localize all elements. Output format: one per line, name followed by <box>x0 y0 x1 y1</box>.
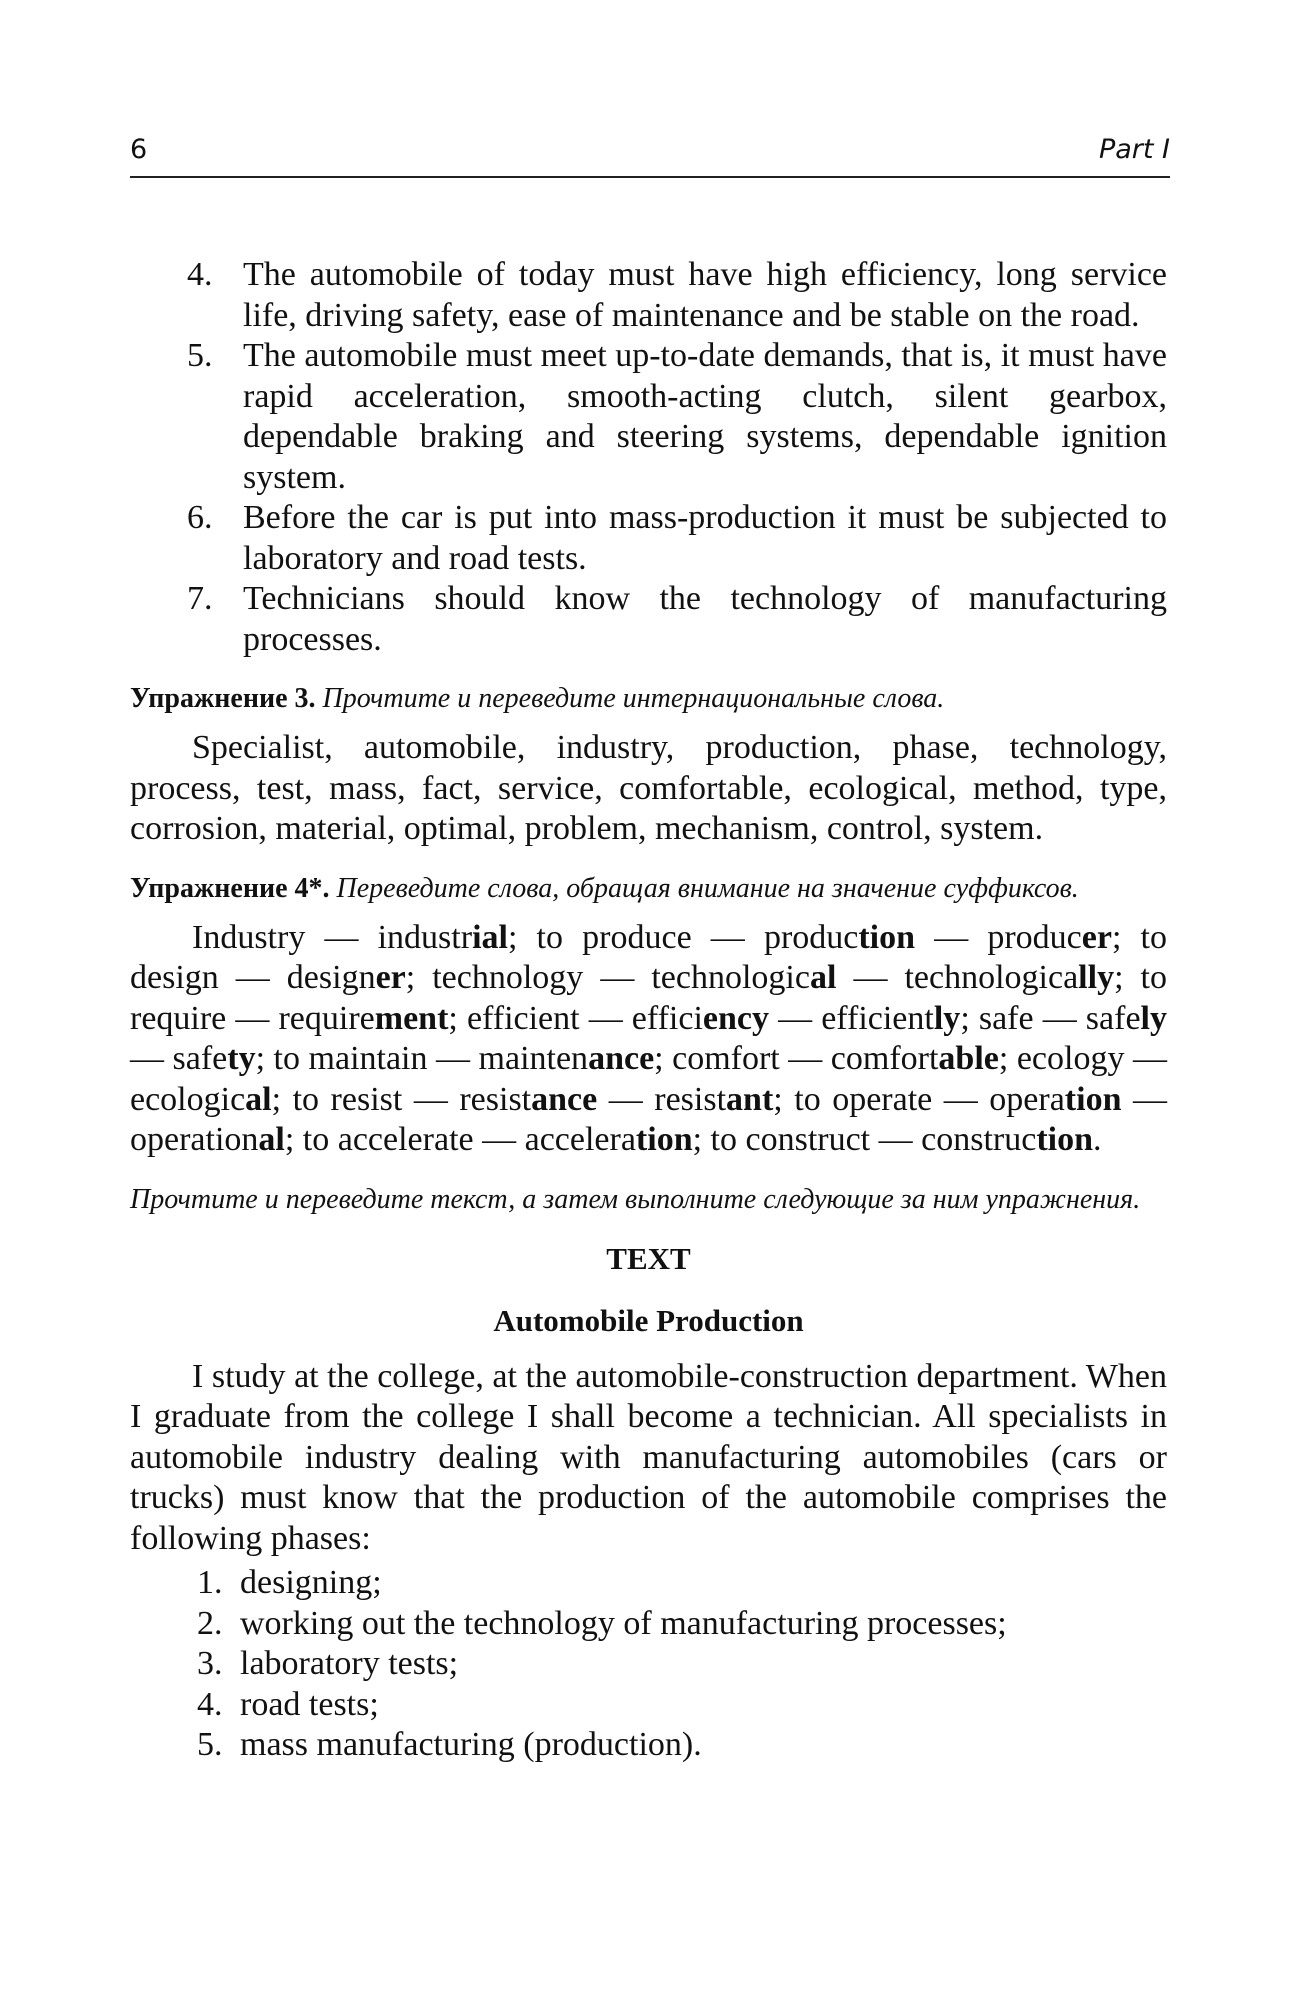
list-item <box>130 336 1167 498</box>
item-number: 3. <box>197 1645 223 1682</box>
item-text: Before the car is put into mass-production it must be subjected to laboratory and road tests. <box>243 499 1167 577</box>
article-title: Automobile Production <box>493 1302 804 1338</box>
suffix-highlight: ly <box>933 999 961 1037</box>
list-item <box>130 579 1167 660</box>
word-text: Industry — industr <box>192 918 473 956</box>
suffix-highlight: ance <box>588 1040 655 1077</box>
list-item <box>130 255 1167 336</box>
suffix-highlight: tion <box>1036 1121 1093 1158</box>
item-number: 2. <box>197 1604 223 1642</box>
word-text: — operation <box>130 1080 1168 1158</box>
word-text: ; efficient — effici <box>448 999 703 1037</box>
list-item <box>130 1685 1167 1726</box>
word-text: . <box>1093 1121 1102 1158</box>
word-text: ; safe — safe <box>960 999 1141 1037</box>
suffix-highlight: ial <box>472 918 508 956</box>
list-item <box>130 498 1167 579</box>
suffix-highlight: ant <box>726 1080 774 1118</box>
item-text: working out the technology of manufacturing processes; <box>240 1604 1007 1642</box>
item-number: 4. <box>197 1685 223 1723</box>
word-text: ; ecology — ecologic <box>130 1040 1167 1118</box>
word-text: ; to accelerate — accelera <box>284 1121 636 1158</box>
exercise-3-words: Specialist, automobile, industry, production, phase, technology, process, test, mass, fact, service, comfortable, ecological, method, type, corrosion, material, optimal, problem, mechanism, control, system. <box>130 729 1167 847</box>
word-text: ; to produce — produc <box>507 918 859 956</box>
requirements-list <box>130 255 1167 660</box>
suffix-highlight: ment <box>374 999 449 1037</box>
item-number: 4. <box>187 256 213 293</box>
suffix-highlight: al <box>258 1121 285 1158</box>
suffix-highlight: tion <box>858 918 916 956</box>
item-number: 5. <box>187 337 213 374</box>
word-text: ; technology — technologic <box>405 959 810 996</box>
part-label: Part I <box>1098 134 1170 165</box>
list-item <box>130 1725 1167 1766</box>
suffix-highlight: er <box>1081 918 1112 956</box>
suffix-highlight: ency <box>702 999 769 1037</box>
word-text: ; to maintain — mainten <box>255 1040 589 1077</box>
word-text: ; comfort — comfort <box>654 1040 939 1077</box>
exercise-3-heading <box>130 680 1167 718</box>
suffix-highlight: tion <box>1064 1080 1122 1118</box>
word-text: — safe <box>130 1040 228 1077</box>
exercise-4-instruction: Переведите слова, обращая внимание на значение суффиксов. <box>336 872 1079 904</box>
suffix-highlight: ance <box>531 1080 598 1118</box>
suffix-highlight: lly <box>1078 959 1115 996</box>
word-text: ; to resist — resist <box>271 1080 532 1118</box>
list-item <box>130 1563 1167 1604</box>
running-header <box>130 130 1170 178</box>
item-number: 1. <box>197 1564 223 1601</box>
item-text: road tests; <box>240 1685 379 1723</box>
item-text: Technicians should know the technology of manufacturing processes. <box>243 580 1167 658</box>
suffix-highlight: ly <box>1140 999 1167 1037</box>
article-body: I study at the college, at the automobile-construction department. When I graduate from the college I shall become a technician. All specialists in automobile industry dealing with manufacturing automobiles (cars or trucks) must know that the production of the automobile comprises the following phases: <box>130 1357 1167 1557</box>
word-text: — resist <box>597 1080 727 1118</box>
word-text: ; to design — design <box>130 918 1167 996</box>
item-text: The automobile of today must have high efficiency, long service life, driving safety, ease of maintenance and be stable on the road. <box>243 256 1167 334</box>
list-item <box>130 1604 1167 1645</box>
exercise-4-heading <box>130 870 1167 908</box>
word-text: ; to require — require <box>130 959 1167 1037</box>
exercise-3-label: Упражнение 3. <box>130 683 316 714</box>
page-body <box>130 255 1167 1766</box>
word-text: ; to operate — opera <box>773 1080 1065 1118</box>
reading-instruction: Прочтите и переведите текст, а затем выполните следующие за ним упражнения. <box>130 1183 1141 1215</box>
suffix-highlight: ty <box>227 1040 256 1077</box>
item-number: 6. <box>187 499 213 536</box>
text-label: TEXT <box>606 1240 691 1276</box>
item-number: 7. <box>187 580 213 617</box>
word-text: — produc <box>915 918 1082 956</box>
item-text: laboratory tests; <box>240 1645 459 1682</box>
phases-list <box>130 1563 1167 1766</box>
item-text: mass manufacturing (production). <box>240 1726 702 1763</box>
suffix-highlight: er <box>375 959 406 996</box>
suffix-highlight: tion <box>635 1121 693 1158</box>
item-text: designing; <box>240 1564 382 1601</box>
word-text: — efficient <box>769 999 934 1037</box>
exercise-4-label: Упражнение 4*. <box>130 872 330 904</box>
suffix-highlight: al <box>245 1080 272 1118</box>
exercise-4-words <box>130 918 1167 1161</box>
suffix-highlight: al <box>809 959 837 996</box>
exercise-3-instruction: Прочтите и переведите интернациональные слова. <box>322 683 945 714</box>
word-text: — technologica <box>836 959 1079 996</box>
item-number: 5. <box>197 1726 223 1763</box>
list-item <box>130 1644 1167 1685</box>
page-number: 6 <box>130 134 148 165</box>
word-text: ; to construct — construc <box>692 1121 1037 1158</box>
item-text: The automobile must meet up-to-date demands, that is, it must have rapid acceleration, smooth-acting clutch, silent gearbox, dependable braking and steering systems, dependable ignition system. <box>243 337 1167 496</box>
suffix-highlight: able <box>938 1040 999 1077</box>
